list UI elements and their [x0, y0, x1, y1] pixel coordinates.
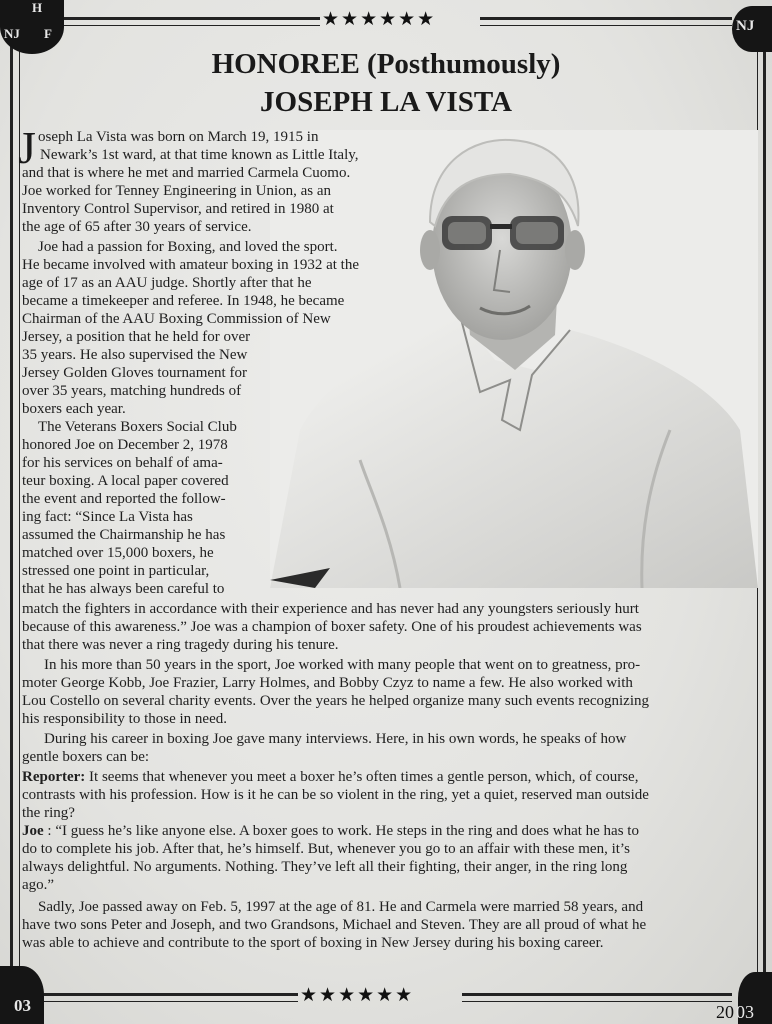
article-line: that he has always been careful to	[22, 581, 225, 597]
closing-line: was able to achieve and contribute to the sport of boxing in New Jersey during his boxing career.	[22, 935, 604, 951]
article-line: age of 17 as an AAU judge. Shortly after that he	[22, 275, 312, 291]
article-line: his responsibility to those in need.	[22, 711, 227, 727]
article-line: He became involved with amateur boxing in 1932 at the	[22, 257, 359, 273]
article-line: Newark’s 1st ward, at that time known as Little Italy,	[40, 147, 359, 163]
interview-text: It seems that whenever you meet a boxer he’s often times a gentle person, which, of course,	[85, 769, 639, 785]
logo-letter-f: F	[44, 26, 52, 41]
top-stars: ★★★★★★	[322, 9, 437, 30]
article-line: match the fighters in accordance with their experience and has never had any youngsters seriously hurt	[22, 601, 639, 617]
article-line: that there was never a ring tragedy during his tenure.	[22, 637, 339, 653]
interview-line	[22, 786, 649, 805]
closing-line: have two sons Peter and Joseph, and two Grandsons, Michael and Steven. They are all proud of what he	[22, 917, 647, 933]
title-name: JOSEPH LA VISTA	[260, 86, 512, 118]
article-line: because of this awareness.” Joe was a champion of boxer safety. One of his proudest achievements was	[22, 619, 642, 635]
article-line: moter George Kobb, Joe Frazier, Larry Holmes, and Bobby Czyz to name a few. He also worked with	[22, 675, 633, 691]
interview-line	[22, 840, 630, 859]
drop-cap: J	[18, 122, 36, 173]
page-number-left: 03	[14, 996, 31, 1015]
article-line: the age of 65 after 30 years of service.	[22, 219, 252, 235]
article-line: for his services on behalf of ama-	[22, 455, 223, 471]
article-line: Jersey Golden Gloves tournament for	[22, 365, 247, 381]
bottom-left-glove-icon	[0, 966, 44, 1024]
interview-text: always delightful. No arguments. Nothing. They’ve left all their fighting, their anger, in the ring long	[22, 859, 628, 875]
nj-glove-badge	[732, 6, 772, 52]
page-number-right	[716, 1002, 754, 1023]
speaker-label: Joe	[22, 823, 44, 839]
article-line: teur boxing. A local paper covered	[22, 473, 229, 489]
article-line: During his career in boxing Joe gave many interviews. Here, in his own words, he speaks of how	[44, 731, 627, 747]
article-line: matched over 15,000 boxers, he	[22, 545, 214, 561]
interview-line	[22, 822, 639, 841]
speaker-label: Reporter:	[22, 769, 86, 785]
logo-letter-nj: NJ	[4, 26, 20, 41]
portrait-illustration	[270, 130, 758, 588]
article-line: honored Joe on December 2, 1978	[22, 437, 228, 453]
bottom-stars: ★★★★★★	[300, 985, 415, 1006]
page-number-right-year-b: 03	[736, 1002, 754, 1022]
closing-line: Sadly, Joe passed away on Feb. 5, 1997 at the age of 81. He and Carmela were married 58 years, and	[38, 899, 644, 915]
title-honoree: HONOREE (Posthumously)	[211, 48, 561, 80]
article-line: Chairman of the AAU Boxing Commission of New	[22, 311, 331, 327]
article-line: over 35 years, matching hundreds of	[22, 383, 242, 399]
article-line: oseph La Vista was born on March 19, 1915 in	[38, 129, 319, 145]
right-border-rule	[757, 40, 766, 990]
article-line: 35 years. He also supervised the New	[22, 347, 248, 363]
article-line: assumed the Chairmanship he has	[22, 527, 226, 543]
article-line: Lou Costello on several charity events. Over the years he helped organize many such events recognizing	[22, 693, 650, 709]
article-line: ing fact: “Since La Vista has	[22, 509, 193, 525]
article-line: The Veterans Boxers Social Club	[38, 419, 237, 435]
article-line: Inventory Control Supervisor, and retired in 1980 at	[22, 201, 334, 217]
interview-text: do to complete his job. After that, he’s himself. But, whenever you go to an affair with these men, it’s	[22, 841, 630, 857]
bottom-rule-right	[462, 993, 732, 1002]
article-line: Joe had a passion for Boxing, and loved the sport.	[38, 239, 338, 255]
interview-text: : “I guess he’s like anyone else. A boxer goes to work. He steps in the ring and does what he has to	[43, 823, 639, 839]
article-line: became a timekeeper and referee. In 1948, he became	[22, 293, 345, 309]
badge-text: NJ	[736, 18, 755, 34]
article-line: gentle boxers can be:	[22, 749, 150, 765]
top-rule-left	[62, 17, 320, 26]
portrait-photo	[270, 130, 758, 588]
interview-line	[22, 858, 627, 877]
article-line: and that is where he met and married Carmela Cuomo.	[22, 165, 351, 181]
article-line: boxers each year.	[22, 401, 126, 417]
article-line: the event and reported the follow-	[22, 491, 226, 507]
hof-glove-logo	[0, 0, 64, 54]
article-line: Joe worked for Tenney Engineering in Union, as an	[22, 183, 332, 199]
interview-text: contrasts with his profession. How is it he can be so violent in the ring, yet a quiet, reserved man outside	[22, 787, 649, 803]
interview-line	[22, 876, 54, 895]
logo-letter-h: H	[32, 0, 43, 15]
top-rule-right	[480, 17, 732, 26]
interview-line	[22, 804, 75, 823]
article-line: Jersey, a position that he held for over	[22, 329, 251, 345]
page-number-right-year-a: 20	[716, 1002, 734, 1022]
interview-text: the ring?	[22, 805, 75, 821]
article-line: stressed one point in particular,	[22, 563, 210, 579]
interview-text: ago.”	[22, 877, 55, 893]
article-line: In his more than 50 years in the sport, Joe worked with many people that went on to greatness, pro-	[44, 657, 641, 673]
bottom-rule-left	[40, 993, 298, 1002]
interview-line	[22, 768, 638, 787]
